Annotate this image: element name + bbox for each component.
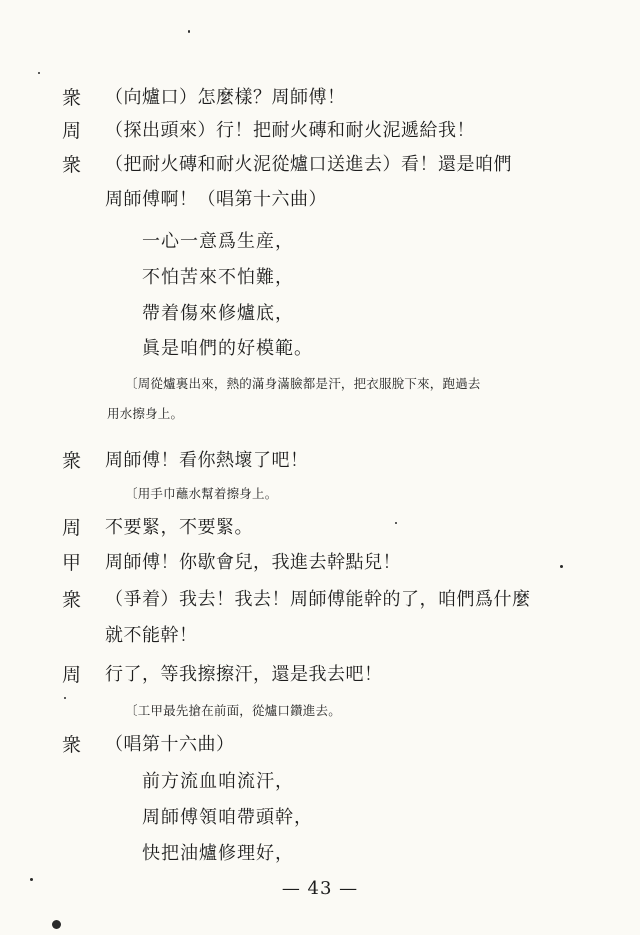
dialogue-text: 周師傅啊！（唱第十六曲）	[105, 189, 327, 210]
speaker-name: 周	[62, 120, 82, 142]
speaker-name: 衆	[62, 154, 82, 176]
dialogue-text: 不要緊，不要緊。	[105, 517, 253, 538]
scan-speck	[38, 72, 40, 74]
scan-speck	[30, 878, 33, 881]
dialogue-text: （把耐火磚和耐火泥從爐口送進去）看！還是咱們	[105, 154, 512, 175]
page-number: — 43 —	[281, 878, 359, 899]
verse-text: 周師傅領咱帶頭幹，	[142, 807, 313, 828]
verse-text: 一心一意爲生産，	[142, 231, 294, 252]
speaker-name: 衆	[62, 87, 82, 109]
dialogue-text: 周師傅！看你熱壞了吧！	[105, 450, 309, 471]
dialogue-text: （探出頭來）行！把耐火磚和耐火泥遞給我！	[105, 120, 475, 141]
scan-speck	[560, 565, 563, 568]
dialogue-text: （向爐口）怎麼樣？周師傅！	[105, 87, 346, 108]
stage-direction-text: 〔周從爐裏出來，熱的滿身滿臉都是汗，把衣服脫下來，跑過去	[125, 376, 481, 391]
speaker-name: 周	[62, 517, 82, 539]
stage-direction-text: 〔用手巾蘸水幫着擦身上。	[125, 486, 278, 501]
stage-direction-text: 用水擦身上。	[107, 406, 184, 421]
stage-direction-text: 〔工甲最先搶在前面，從爐口鑽進去。	[125, 703, 341, 718]
verse-text: 前方流血咱流汗，	[142, 771, 294, 792]
speaker-name: 甲	[62, 552, 82, 574]
scan-speck	[395, 522, 397, 524]
speaker-name: 衆	[62, 734, 82, 756]
speaker-name: 衆	[62, 589, 82, 611]
speaker-name: 周	[62, 664, 82, 686]
dialogue-text: （唱第十六曲）	[105, 734, 235, 755]
verse-text: 快把油爐修理好，	[142, 843, 294, 864]
dialogue-text: （爭着）我去！我去！周師傅能幹的了，咱們爲什麼	[105, 589, 531, 610]
dialogue-text: 周師傅！你歇會兒，我進去幹點兒！	[105, 552, 401, 573]
verse-text: 眞是咱們的好模範。	[142, 338, 313, 359]
scan-speck	[52, 920, 61, 929]
verse-text: 帶着傷來修爐底，	[142, 303, 294, 324]
dialogue-text: 行了，等我擦擦汗，還是我去吧！	[105, 664, 383, 685]
scan-speck	[188, 30, 190, 33]
verse-text: 不怕苦來不怕難，	[142, 267, 294, 288]
scan-speck	[64, 697, 66, 699]
speaker-name: 衆	[62, 450, 82, 472]
dialogue-text: 就不能幹！	[105, 625, 198, 646]
